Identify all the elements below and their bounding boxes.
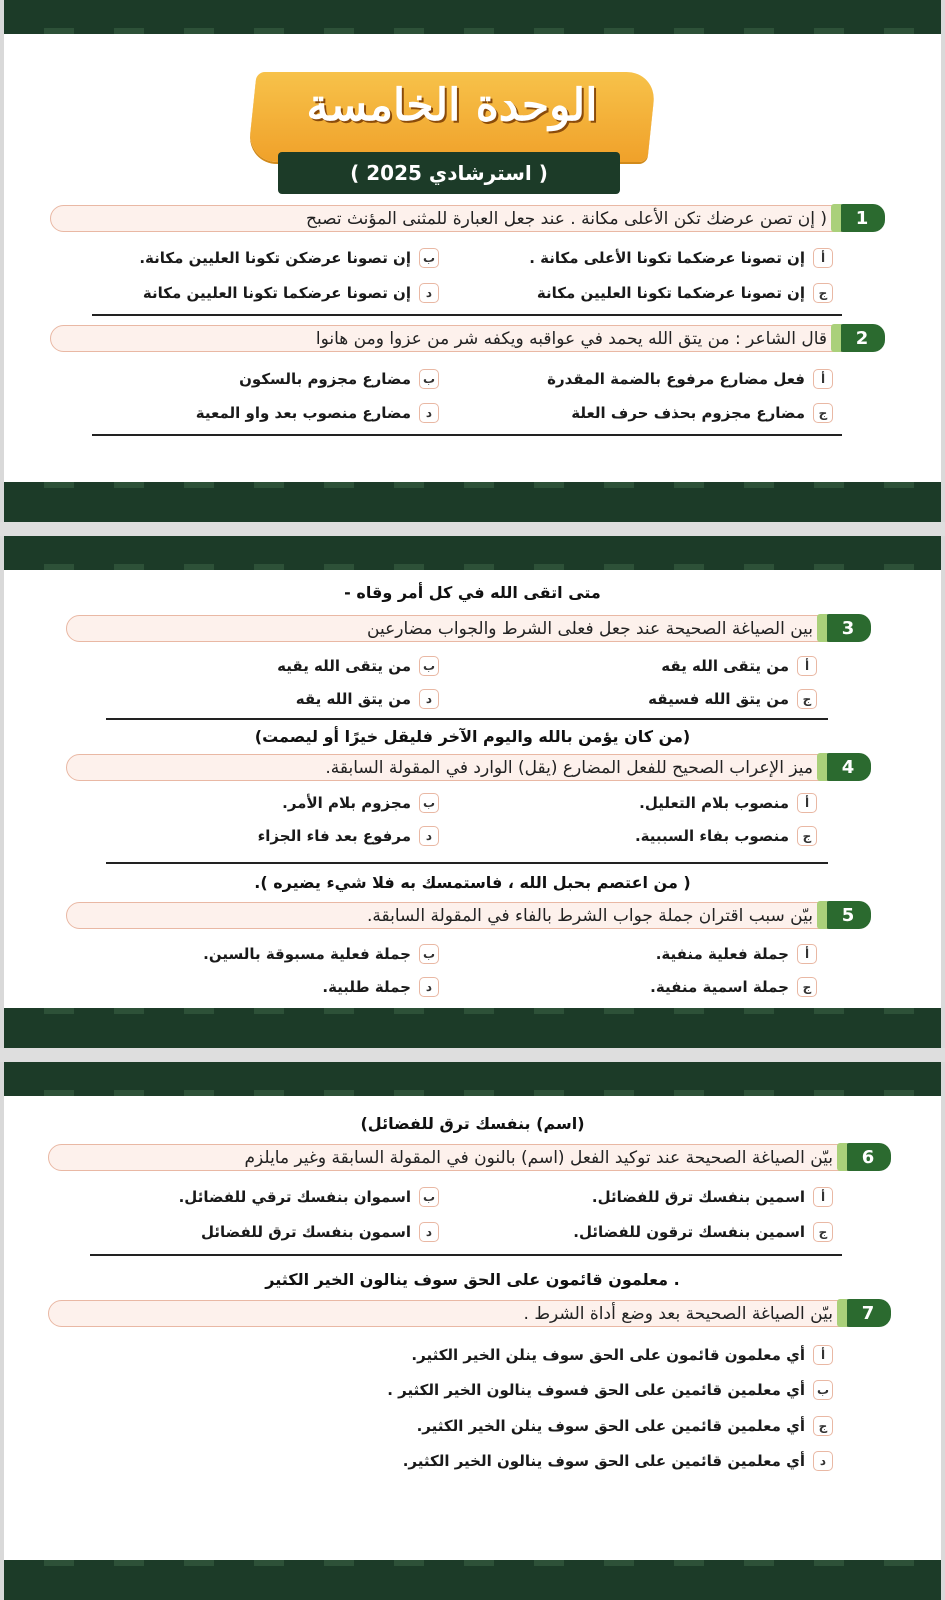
option-letter: د [419, 977, 439, 997]
option-letter: أ [797, 944, 817, 964]
option-c[interactable] [417, 1416, 833, 1436]
question-lead: متى اتقى الله في كل أمر وقاه - [344, 583, 601, 602]
question-number: 7 [845, 1299, 891, 1327]
question-4-bar [66, 754, 866, 781]
question-text: بيّن سبب اقتران جملة جواب الشرط بالفاء في المقولة السابقة. [366, 905, 813, 926]
question-number: 5 [825, 901, 871, 929]
option-c[interactable] [537, 283, 833, 303]
option-b[interactable] [387, 1380, 833, 1400]
question-1-bar [50, 205, 880, 232]
question-text: بين الصياغة الصحيحة عند جعل فعلى الشرط والجواب مضارعين [367, 618, 813, 639]
option-text: جملة طلبية. [322, 978, 411, 996]
option-b[interactable] [139, 248, 439, 268]
question-number: 1 [839, 204, 885, 232]
option-letter: د [419, 1222, 439, 1242]
option-letter: ب [419, 1187, 439, 1207]
option-a[interactable] [592, 1187, 833, 1207]
divider [92, 314, 842, 316]
option-text: اسمين بنفسك ترقون للفضائل. [573, 1223, 805, 1241]
question-number: 6 [845, 1143, 891, 1171]
unit-title: الوحدة الخامسة [306, 80, 598, 131]
option-a[interactable] [547, 369, 833, 389]
page-1 [0, 0, 945, 522]
question-text: ( إن تصن عرضك تكن الأعلى مكانة . عند جعل العبارة للمثنى المؤنث تصبح [305, 208, 827, 229]
option-letter: أ [813, 248, 833, 268]
divider [92, 434, 842, 436]
bottom-band [4, 1564, 941, 1600]
top-band [4, 536, 941, 566]
option-b[interactable] [282, 793, 439, 813]
option-letter: ج [797, 826, 817, 846]
option-text: إن تصونا عرضكما تكونا العليين مكانة [536, 284, 805, 302]
option-c[interactable] [573, 1222, 833, 1242]
option-letter: أ [797, 793, 817, 813]
option-d[interactable] [296, 689, 439, 709]
question-6-bar [48, 1144, 886, 1171]
option-letter: ب [813, 1380, 833, 1400]
option-letter: ج [813, 403, 833, 423]
option-a[interactable] [639, 793, 817, 813]
question-text: قال الشاعر : من يتق الله يحمد في عواقبه ويكفه شر من عزوا ومن هانوا [315, 328, 827, 349]
option-letter: د [419, 689, 439, 709]
option-text: اسمون بنفسك ترق للفضائل [201, 1223, 411, 1241]
option-text: إن تصونا عرضكن تكونا العليين مكانة. [139, 249, 411, 267]
question-lead: . معلمون قائمون على الحق سوف ينالون الخير الكثير [265, 1270, 680, 1289]
option-letter: أ [813, 1345, 833, 1365]
option-letter: ب [419, 369, 439, 389]
option-text: مجزوم بلام الأمر. [282, 794, 411, 812]
question-3-bar [66, 615, 866, 642]
page-3 [0, 1062, 945, 1600]
question-lead: ( من اعتصم بحبل الله ، فاستمسك به فلا شيء يضيره ). [254, 873, 691, 892]
option-letter: ج [797, 689, 817, 709]
option-text: من يتق الله فسيقه [648, 690, 789, 708]
page-2 [0, 536, 945, 1048]
option-text: أي معلمون قائمون على الحق سوف ينلن الخير الكثير. [411, 1346, 805, 1364]
option-letter: ب [419, 248, 439, 268]
option-text: مضارع منصوب بعد واو المعية [195, 404, 411, 422]
option-letter: أ [813, 1187, 833, 1207]
option-a[interactable] [411, 1345, 833, 1365]
option-letter: ج [813, 283, 833, 303]
option-text: من يتق الله يقه [295, 690, 411, 708]
option-letter: ج [797, 977, 817, 997]
divider [90, 1254, 842, 1256]
option-c[interactable] [650, 977, 817, 997]
option-c[interactable] [635, 826, 817, 846]
option-a[interactable] [661, 656, 817, 676]
option-b[interactable] [239, 369, 439, 389]
option-text: من يتقى الله يقه [661, 657, 789, 675]
question-2-bar [50, 325, 880, 352]
option-a[interactable] [529, 248, 833, 268]
option-letter: ج [813, 1222, 833, 1242]
option-letter: د [419, 826, 439, 846]
option-c[interactable] [571, 403, 833, 423]
option-text: جملة اسمية منفية. [650, 978, 789, 996]
question-number: 2 [839, 324, 885, 352]
option-d[interactable] [322, 977, 439, 997]
question-7-bar [48, 1300, 886, 1327]
option-text: من يتقى الله يقيه [277, 657, 411, 675]
option-letter: أ [797, 656, 817, 676]
question-lead: (اسم) بنفسك ترق للفضائل) [360, 1114, 585, 1133]
option-letter: د [813, 1451, 833, 1471]
question-5-bar [66, 902, 866, 929]
option-text: فعل مضارع مرفوع بالضمة المقدرة [547, 370, 805, 388]
page-gap [0, 522, 945, 536]
question-number: 4 [825, 753, 871, 781]
option-text: اسموان بنفسك ترقي للفضائل. [178, 1188, 411, 1206]
option-letter: ب [419, 793, 439, 813]
option-letter: ب [419, 656, 439, 676]
option-c[interactable] [648, 689, 817, 709]
option-letter: د [419, 283, 439, 303]
option-letter: د [419, 403, 439, 423]
option-d[interactable] [201, 1222, 439, 1242]
top-band [4, 0, 941, 30]
option-text: مرفوع بعد فاء الجزاء [257, 827, 411, 845]
option-d[interactable] [143, 283, 439, 303]
option-a[interactable] [656, 944, 817, 964]
question-lead: (من كان يؤمن بالله واليوم الآخر فليقل خيرًا أو ليصمت) [254, 727, 691, 746]
question-text: بيّن الصياغة الصحيحة عند توكيد الفعل (اسم) بالنون في المقولة السابقة وغير مايلزم [244, 1147, 833, 1168]
question-text: بيّن الصياغة الصحيحة بعد وضع أداة الشرط . [523, 1303, 833, 1324]
option-d[interactable] [258, 826, 439, 846]
option-d[interactable] [196, 403, 439, 423]
question-number: 3 [825, 614, 871, 642]
option-text: إن تصونا عرضكما تكونا الأعلى مكانة . [529, 249, 805, 267]
option-letter: ج [813, 1416, 833, 1436]
option-text: إن تصونا عرضكما تكونا العليين مكانة [142, 284, 411, 302]
option-letter: أ [813, 369, 833, 389]
option-b[interactable] [179, 1187, 439, 1207]
option-text: مضارع مجزوم بحذف حرف العلة [571, 404, 805, 422]
option-text: مضارع مجزوم بالسكون [239, 370, 411, 388]
subtitle: ( استرشادي 2025 ) [278, 152, 620, 194]
option-text: منصوب بفاء السببية. [634, 827, 789, 845]
option-text: جملة فعلية منفية. [655, 945, 789, 963]
bottom-band [4, 1012, 941, 1048]
option-text: جملة فعلية مسبوقة بالسين. [203, 945, 411, 963]
option-d[interactable] [403, 1451, 833, 1471]
option-b[interactable] [203, 944, 439, 964]
option-text: أي معلمين قائمين على الحق سوف ينالون الخير الكثير. [402, 1452, 805, 1470]
option-b[interactable] [277, 656, 439, 676]
top-band [4, 1062, 941, 1092]
option-text: أي معلمين قائمين على الحق سوف ينلن الخير الكثير. [416, 1417, 805, 1435]
divider [106, 718, 828, 720]
divider [106, 862, 828, 864]
page-gap [0, 1048, 945, 1062]
question-text: ميز الإعراب الصحيح للفعل المضارع (يقل) الوارد في المقولة السابقة. [325, 757, 813, 778]
option-text: منصوب بلام التعليل. [639, 794, 789, 812]
bottom-band [4, 486, 941, 522]
option-text: أي معلمين قائمين على الحق فسوف ينالون الخير الكثير . [387, 1381, 805, 1399]
option-letter: ب [419, 944, 439, 964]
option-text: اسمين بنفسك ترق للفضائل. [591, 1188, 805, 1206]
